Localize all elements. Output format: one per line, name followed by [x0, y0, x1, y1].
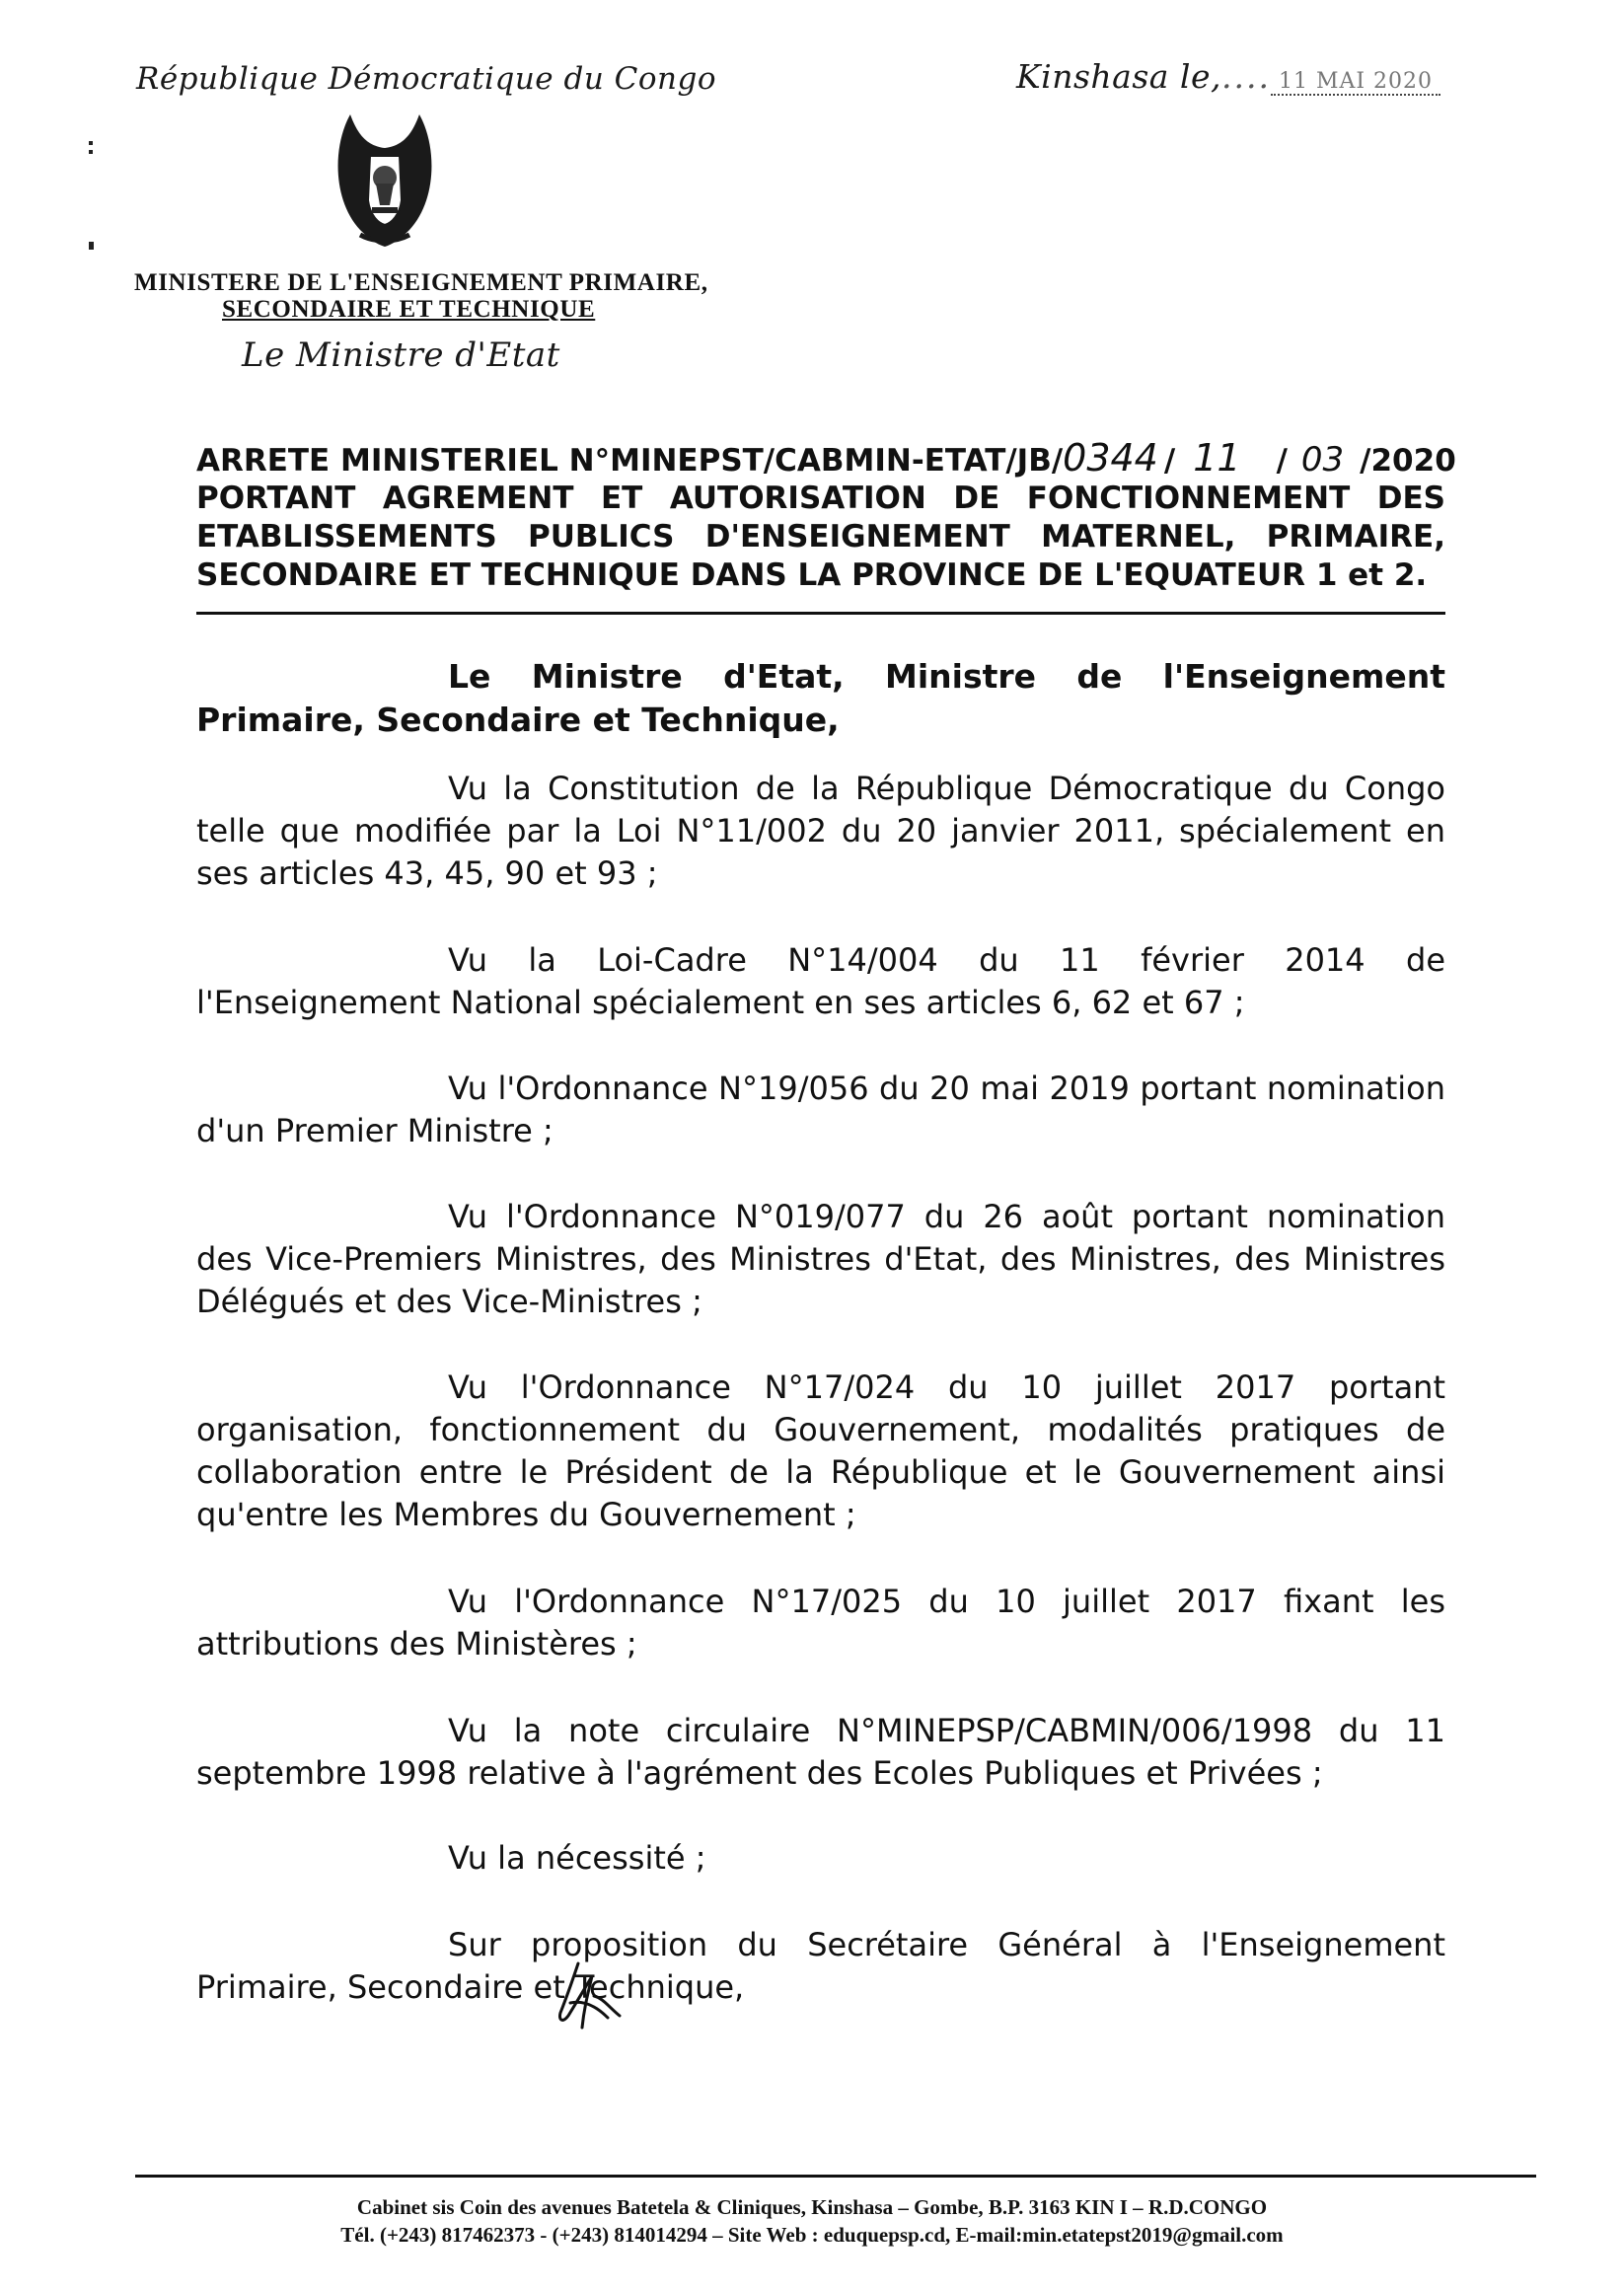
considerant-2: Vu la Loi-Cadre N°14/004 du 11 février 2014 de l'Enseignement National spécialement en ses articles 6, 62 et 67 ;: [196, 941, 1445, 1021]
margin-mark: [89, 242, 94, 250]
ministry-line-2: SECONDAIRE ET TECHNIQUE: [222, 296, 596, 323]
margin-mark: [89, 141, 93, 145]
date-stamp: 11 MAI 2020: [1271, 69, 1440, 96]
considerant-6: Vu l'Ordonnance N°17/025 du 10 juillet 2017 fixant les attributions des Ministères ;: [196, 1583, 1445, 1663]
footer-divider: [135, 2175, 1536, 2178]
considerant-8: Vu la nécessité ;: [448, 1839, 706, 1877]
place-date: Kinshasa le,.... 11 MAI 2020: [1016, 57, 1440, 96]
ref-month: 11: [1193, 436, 1241, 480]
title-divider: [196, 612, 1445, 615]
decree-reference: ARRETE MINISTERIEL N°MINEPST/CABMIN-ETAT/JB/0344 / 11 / 03 /2020: [196, 436, 1456, 480]
considerant-5: Vu l'Ordonnance N°17/024 du 10 juillet 2017 portant organisation, fonctionnement du Gouvernement, modalités pratiques de collaboration entre le Président de la République et le Gouvernement ainsi qu'entre les Membres du Gouvernement ;: [196, 1368, 1445, 1533]
footer-address: Cabinet sis Coin des avenues Batetela & Cliniques, Kinshasa – Gombe, B.P. 3163 KIN I – R.D.CONGO: [356, 2195, 1268, 2219]
ref-prefix: ARRETE MINISTERIEL N°MINEPST/CABMIN-ETAT/JB/: [196, 443, 1064, 479]
minister-intro: Le Ministre d'Etat, Ministre de l'Enseignement Primaire, Secondaire et Technique,: [196, 657, 1445, 739]
title-line-4: SECONDAIRE ET TECHNIQUE DANS LA PROVINCE DE L'EQUATEUR 1 et 2.: [196, 557, 1428, 593]
republic-heading: République Démocratique du Congo: [136, 61, 717, 97]
handwritten-initials-signature: [549, 1959, 627, 2037]
considerant-3: Vu l'Ordonnance N°19/056 du 20 mai 2019 portant nomination d'un Premier Ministre ;: [196, 1070, 1445, 1149]
footer-contacts: Tél. (+243) 817462373 - (+243) 814014294 – Site Web : eduquepsp.cd, E-mail:min.etatepst2019@gmail.com: [340, 2223, 1284, 2247]
title-line-2: PORTANT AGREMENT ET AUTORISATION DE FONCTIONNEMENT DES: [196, 481, 1445, 516]
minister-title: Le Ministre d'Etat: [242, 335, 560, 375]
coat-of-arms-emblem: [331, 107, 439, 255]
place-label: Kinshasa le,: [1016, 57, 1221, 96]
considerant-4: Vu l'Ordonnance N°019/077 du 26 août portant nomination des Vice-Premiers Ministres, des Ministres d'Etat, des Ministres, des Ministres Délégués et des Vice-Ministres ;: [196, 1198, 1445, 1320]
title-line-3: ETABLISSEMENTS PUBLICS D'ENSEIGNEMENT MATERNEL, PRIMAIRE,: [196, 519, 1445, 555]
considerant-1: Vu la Constitution de la République Démocratique du Congo telle que modifiée par la Loi N°11/002 du 20 janvier 2011, spécialement en ses articles 43, 45, 90 et 93 ;: [196, 770, 1445, 892]
ministry-line-1: MINISTERE DE L'ENSEIGNEMENT PRIMAIRE,: [134, 269, 708, 296]
considerant-7: Vu la note circulaire N°MINEPSP/CABMIN/006/1998 du 11 septembre 1998 relative à l'agrément des Ecoles Publiques et Privées ;: [196, 1712, 1445, 1792]
ref-number: 0344: [1063, 436, 1158, 480]
considerant-9: Sur proposition du Secrétaire Général à l'Enseignement Primaire, Secondaire et Technique,: [196, 1926, 1445, 2006]
ref-day: 03: [1300, 440, 1345, 480]
margin-mark: [89, 150, 93, 154]
ref-year: /2020: [1360, 443, 1456, 479]
